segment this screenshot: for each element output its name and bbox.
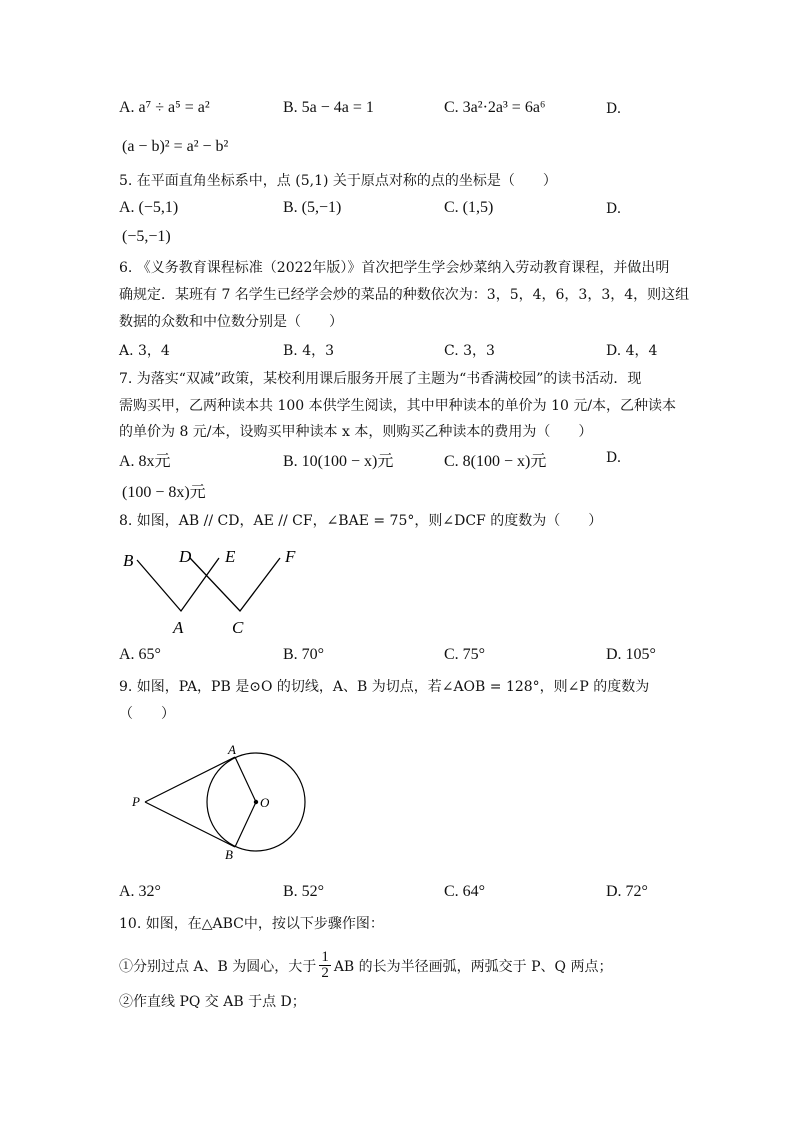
q5-stem: 5. 在平面直角坐标系中，点 (5,1) 关于原点对称的点的坐标是（ ） [119, 173, 557, 189]
q8-label-a: A [173, 618, 184, 637]
q10-frac-num: 1 [321, 949, 329, 965]
q9-center-dot [254, 800, 258, 804]
q10-fraction [319, 950, 331, 981]
q6-option-a: A. 3，4 [119, 343, 170, 359]
q9-tangent-pb [145, 802, 235, 847]
q10-step2: ②作直线 PQ 交 AB 于点 D； [119, 994, 306, 1010]
q5-option-b: B. (5,−1) [283, 199, 342, 216]
q8-stem: 8. 如图，AB // CD，AE // CF，∠BAE = 75°，则∠DCF 的度数为（ ） [119, 513, 603, 529]
q6-option-b: B. 4，3 [283, 343, 335, 359]
q10-stem: 10. 如图，在△ABC中，按以下步骤作图： [119, 916, 384, 932]
q9-label-o: O [260, 795, 270, 810]
q10-frac-den: 2 [321, 965, 329, 981]
q9-option-a: A. 32° [119, 883, 161, 900]
q9-label-a: A [228, 742, 236, 757]
q9-label-b: B [225, 847, 233, 862]
q5-option-a: A. (−5,1) [119, 199, 179, 216]
q8-lines-ab-ae [137, 558, 219, 611]
q9-figure [128, 738, 318, 868]
q6-option-d: D. 4，4 [606, 343, 658, 359]
q8-option-c: C. 75° [444, 646, 486, 663]
q9-radii [235, 757, 256, 847]
q6-stem-line3: 数据的众数和中位数分别是（ ） [119, 314, 343, 330]
q7-stem-line3: 的单价为 8 元/本，设购买甲种读本 x 本，则购买乙种读本的费用为（ ） [119, 424, 593, 440]
q4-option-c: C. 3a²·2a³ = 6a⁶ [444, 99, 546, 116]
q7-stem-line2: 需购买甲，乙两种读本共 100 本供学生阅读，其中甲种读本的单价为 10 元/本，乙种读本 [119, 398, 677, 414]
q10-step1-text-a: ①分别过点 A、B 为圆心，大于 [119, 958, 317, 975]
q6-stem-line1: 6. 《义务教育课程标准（2022年版）》首次把学生学会炒菜纳入劳动教育课程，并做出明 [119, 260, 670, 276]
q10-step1 [119, 950, 612, 981]
q8-label-f: F [285, 547, 296, 566]
q6-stem-line2: 确规定．某班有 7 名学生已经学会炒的菜品的种数依次为：3，5，4，6，3，3，4，则这组 [119, 287, 690, 303]
q9-label-p: P [132, 794, 140, 809]
q4-option-b: B. 5a − 4a = 1 [283, 99, 374, 116]
q5-option-d-expr: (−5,−1) [122, 228, 171, 245]
q7-option-b: B. 10(100 − x)元 [283, 453, 394, 470]
q8-label-e: E [225, 547, 236, 566]
q7-stem-line1: 7. 为落实“双减”政策，某校利用课后服务开展了主题为“书香满校园”的读书活动．现 [119, 371, 642, 387]
q8-label-b: B [123, 551, 134, 570]
q10-step1-text-b: AB 的长为半径画弧，两弧交于 P、Q 两点； [333, 958, 613, 975]
q8-label-d: D [179, 547, 192, 566]
q8-label-c: C [232, 618, 244, 637]
q4-option-a: A. a⁷ ÷ a⁵ = a² [119, 99, 210, 116]
q4-option-d-expr: (a − b)² = a² − b² [122, 138, 229, 155]
q4-option-d: D. [606, 101, 622, 117]
q8-option-b: B. 70° [283, 646, 325, 663]
q9-option-b: B. 52° [283, 883, 325, 900]
q7-option-a: A. 8x元 [119, 453, 171, 470]
q5-option-c: C. (1,5) [444, 199, 494, 216]
q9-option-c: C. 64° [444, 883, 486, 900]
q9-stem-paren: （ ） [119, 706, 175, 722]
q7-option-d: D. [606, 450, 622, 466]
q9-stem: 9. 如图，PA，PB 是⊙O 的切线，A、B 为切点，若∠AOB = 128°，则∠P 的度数为 [119, 679, 650, 695]
q6-option-c: C. 3，3 [444, 343, 495, 359]
q8-option-d: D. 105° [606, 646, 656, 663]
q9-tangent-pa [145, 757, 235, 802]
q7-option-d-expr: (100 − 8x)元 [122, 484, 206, 501]
q5-option-d: D. [606, 201, 622, 217]
q9-option-d: D. 72° [606, 883, 648, 900]
q8-option-a: A. 65° [119, 646, 161, 663]
q7-option-c: C. 8(100 − x)元 [444, 453, 547, 470]
q8-figure [115, 540, 315, 640]
